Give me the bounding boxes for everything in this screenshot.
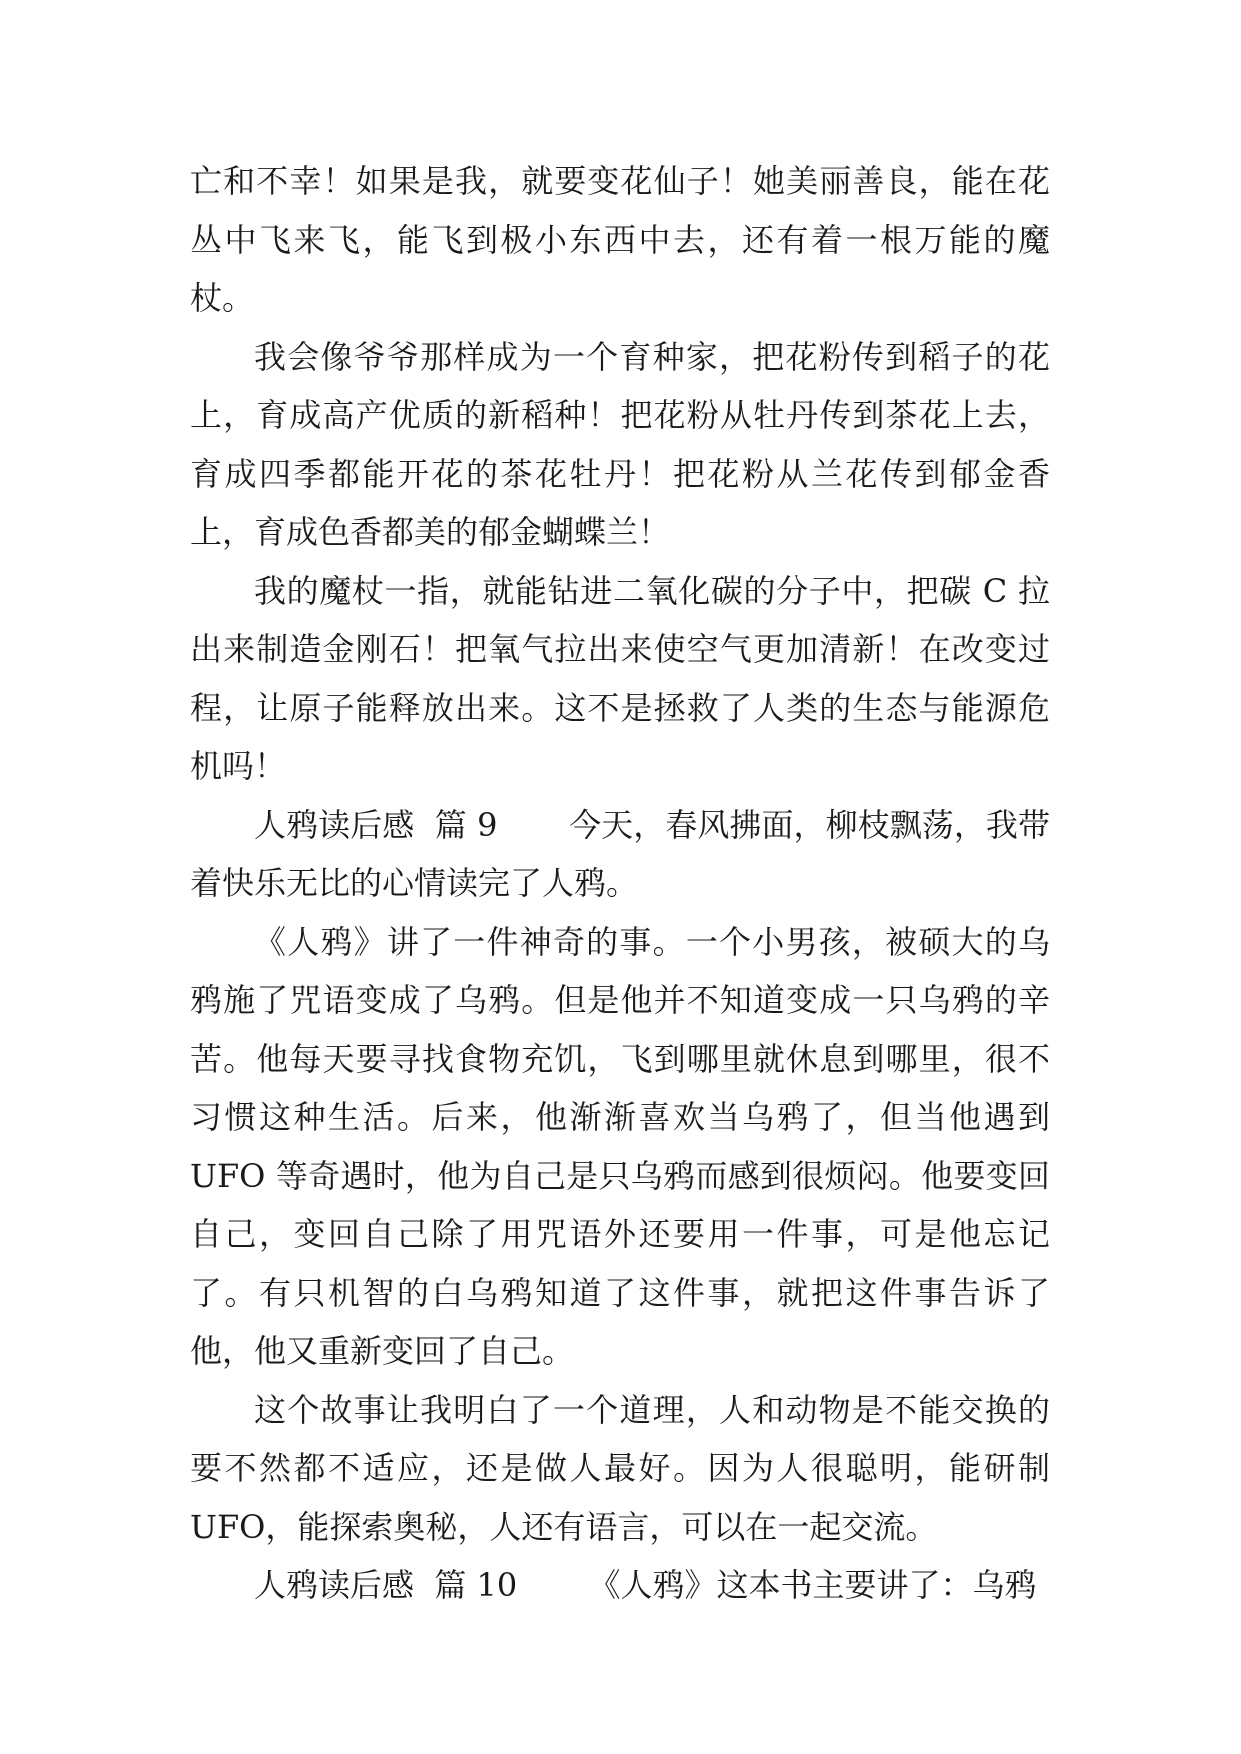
paragraph-7 (190, 1556, 1050, 1615)
paragraph-text: 我会像爷爷那样成为一个育种家，把花粉传到稻子的花上，育成高产优质的新稻种！把花粉从牡丹传到茶花上去，育成四季都能开花的茶花牡丹！把花粉从兰花传到郁金香上，育成色香都美的郁金蝴蝶兰！ (190, 337, 1050, 551)
document-body (190, 152, 1050, 1615)
paragraph-text: 今天，春风拂面，柳枝飘荡，我带着快乐无比的心情读完了人鸦。 (190, 805, 1050, 902)
paragraph-5 (190, 913, 1050, 1381)
paragraph-3 (190, 562, 1050, 796)
paragraph-text: 这个故事让我明白了一个道理，人和动物是不能交换的要不然都不适应，还是做人最好。因为人很聪明，能研制 UFO，能探索奥秘，人还有语言，可以在一起交流。 (190, 1390, 1050, 1546)
paragraph-4 (190, 796, 1050, 913)
paragraph-1 (190, 152, 1050, 328)
chapter-heading: 人鸦读后感 篇 10 (254, 1566, 518, 1604)
paragraph-text: 《人鸦》这本书主要讲了：乌鸦 (588, 1566, 1037, 1604)
paragraph-text: 我的魔杖一指，就能钻进二氧化碳的分子中，把碳 C 拉出来制造金刚石！把氧气拉出来使空气更加清新！在改变过程，让原子能释放出来。这不是拯救了人类的生态与能源危机吗！ (190, 571, 1050, 785)
paragraph-text: 亡和不幸！如果是我，就要变花仙子！她美丽善良，能在花丛中飞来飞，能飞到极小东西中去，还有着一根万能的魔杖。 (190, 162, 1050, 317)
paragraph-text: 《人鸦》讲了一件神奇的事。一个小男孩，被硕大的乌鸦施了咒语变成了乌鸦。但是他并不知道变成一只乌鸦的辛苦。他每天要寻找食物充饥，飞到哪里就休息到哪里，很不习惯这种生活。后来，他渐渐喜欢当乌鸦了，但当他遇到 UFO 等奇遇时，他为自己是只乌鸦而感到很烦闷。他要变回自己，变回自己除了用咒语外还要用一件事，可是他忘记了。有只机智的白乌鸦知道了这件事，就把这件事告诉了他，他又重新变回了自己。 (190, 922, 1050, 1370)
paragraph-2 (190, 328, 1050, 562)
paragraph-6 (190, 1381, 1050, 1557)
chapter-heading: 人鸦读后感 篇 9 (254, 805, 498, 844)
